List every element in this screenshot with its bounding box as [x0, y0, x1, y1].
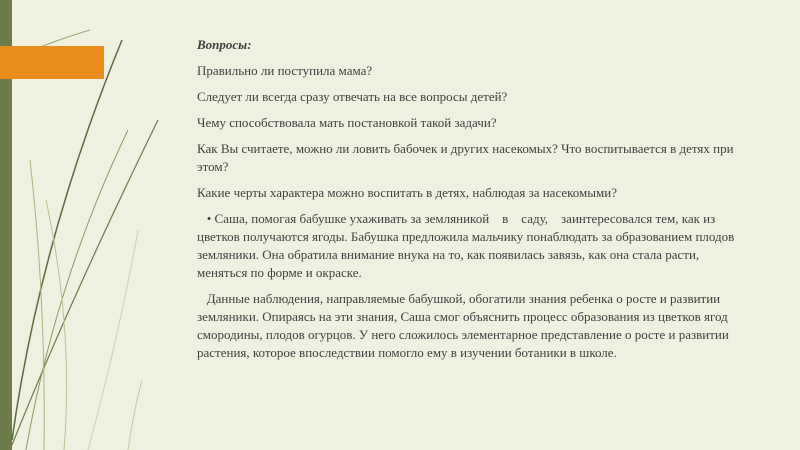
question-text: Правильно ли поступила мама?: [197, 63, 373, 78]
curve-line: [12, 120, 158, 445]
slide-heading: Вопросы:: [197, 37, 252, 52]
question-item: [172, 88, 752, 106]
curve-line: [128, 380, 142, 450]
question-text: Чему способствовала мать постановкой такой задачи?: [197, 115, 497, 130]
question-item: [172, 114, 752, 132]
paragraph-text: Данные наблюдения, направляемые бабушкой, обогатили знания ребенка о росте и развитии земляники. Опираясь на эти знания, Саша смог объяснить процесс образования из цветков ягод смородины, плодов огурцов. У него сложилось элементарное представление о росте и развитии растения, которое впоследствии помогло ему в изучении ботаники в школе.: [197, 291, 733, 360]
question-item: [172, 184, 752, 202]
question-text: Как Вы считаете, можно ли ловить бабочек и других насекомых? Что воспитывается в детях при этом?: [197, 141, 734, 174]
curve-line: [46, 200, 67, 450]
paragraph-text: • Саша, помогая бабушке ухаживать за земляникой в саду, заинтересовался тем, как из цветков получаются ягоды. Бабушка предложила мальчику понаблюдать за образованием плодов земляники. Она обратила внимание внука на то, как появилась завязь, как она стала расти, меняться по форме и окраске.: [197, 211, 738, 280]
question-item: [172, 140, 752, 176]
curve-line: [88, 230, 138, 450]
question-text: Какие черты характера можно воспитать в детях, наблюдая за насекомыми?: [197, 185, 617, 200]
heading-item: [172, 36, 752, 54]
paragraph-item: [172, 290, 752, 362]
question-item: [172, 62, 752, 80]
slide-content: [172, 36, 752, 370]
paragraph-item: [172, 210, 752, 282]
orange-banner: [0, 46, 104, 79]
question-text: Следует ли всегда сразу отвечать на все вопросы детей?: [197, 89, 508, 104]
